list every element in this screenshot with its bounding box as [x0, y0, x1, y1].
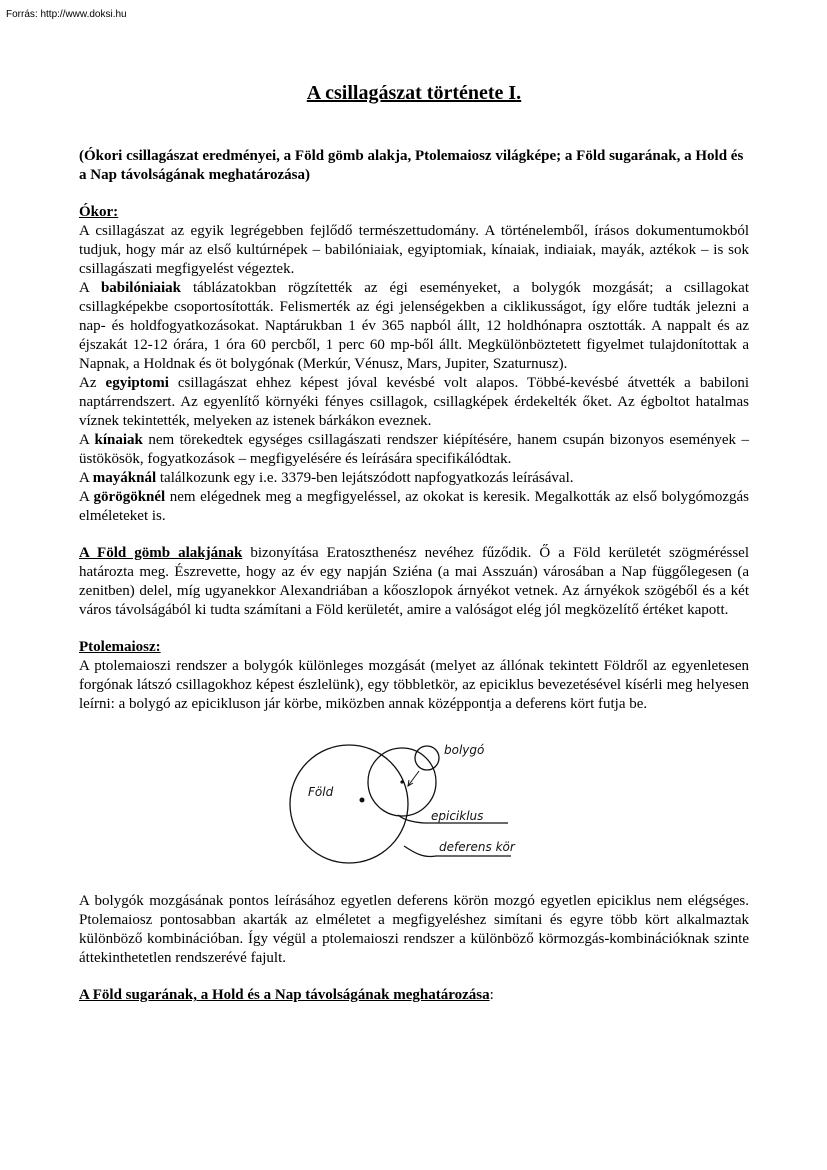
paragraph-intro: A csillagászat az egyik legrégebben fejlődő természettudomány. A történelemből, írásos dokumentumokból tudjuk, hogy már az első kultúrnépek – babilóniaiak, egyiptomiak, kínaiak, indiaiak, mayák, aztékok – is sok csillagászati megfigyelést végeztek. — [79, 223, 749, 277]
subtitle: (Ókori csillagászat eredményei, a Föld gömb alakja, Ptolemaiosz világképe; a Föld sugarának, a Hold és a Nap távolságának meghatározása) — [79, 148, 744, 183]
term-babilon: babilóniaiak — [100, 280, 181, 296]
page-title: A csillagászat története I. — [306, 82, 522, 104]
term-kinaiak: kínaiak — [94, 432, 143, 448]
epicycle-diagram-svg — [284, 726, 544, 886]
section-ptolemaiosz — [79, 638, 749, 968]
section-heading-sugar: A Föld sugarának, a Hold és a Nap távolságának meghatározása — [79, 987, 490, 1003]
section-gomb — [79, 544, 749, 620]
deferens-circle — [290, 745, 408, 863]
paragraph-maya: A mayáknál találkozunk egy i.e. 3379-ben lejátszódott napfogyatkozás leírásával. — [79, 470, 574, 486]
section-heading-gomb: A Föld gömb alakjának — [79, 545, 243, 561]
section-heading-okor: Ókor: — [79, 204, 119, 220]
section-sugar — [79, 986, 749, 1005]
label-deferens: deferens kör — [439, 840, 515, 854]
earth-dot — [360, 798, 365, 803]
planet-circle — [415, 746, 439, 770]
center-dot — [400, 780, 403, 783]
label-epiciklus: epiciklus — [431, 809, 484, 823]
paragraph-ptolemy-1: A ptolemaioszi rendszer a bolygók különleges mozgását (melyet az állónak tekintett Földről az egyenletesen forgónak látszó csillagokhoz képest észlelünk), egy többletkör, az epiciklus bevezetésével kísérli meg helyesen leírni: a bolygó az epicikluson jár körbe, miközben annak középpontja a deferens kört futja be. — [79, 658, 749, 712]
term-gorogok: görögöknél — [93, 489, 166, 505]
paragraph-egypt: Az egyiptomi csillagászat ehhez képest jóval kevésbé volt alapos. Többé-kevésbé átvették a babiloni naptárrendszert. Az egyenlítő környéki fényes csillagok, csillagképek érdekelték őket. Az égboltot hatalmas víznek tekintették, melyeken az istenek bárkákon eveznek. — [79, 375, 749, 429]
label-fold: Föld — [308, 785, 334, 799]
source-note: Forrás: http://www.doksi.hu — [6, 9, 127, 20]
epicycle-diagram — [79, 726, 749, 886]
paragraph-babylon: A babilóniaiak táblázatokban rögzítették az égi eseményeket, a bolygók mozgását; a csillagokat csillagképekbe csoportosították. Felismerték az égi jelenségekben a ciklikusságot, így előre tudták jelezni a nap- és holdfogyatkozásokat. Naptárukban 1 év 365 napból állt, 12 holdhónapra osztották. A nappalt és az éjszakát 12-12 órára, 1 óra 60 percből, 1 perc 60 mp-ből állt. Megkülönböztetett figyelmet tulajdonítottak a Napnak, a Holdnak és öt bolygónak (Merkúr, Vénusz, Mars, Jupiter, Szaturnusz). — [79, 280, 749, 372]
section-heading-ptolemaiosz: Ptolemaiosz: — [79, 639, 161, 655]
term-mayak: mayáknál — [92, 470, 157, 486]
paragraph-greek: A görögöknél nem elégednek meg a megfigyeléssel, az okokat is keresik. Megalkották az első bolygómozgás elméleteket is. — [79, 489, 749, 524]
label-bolygo: bolygó — [444, 743, 485, 757]
paragraph-sugar-heading: A Föld sugarának, a Hold és a Nap távolságának meghatározása: — [79, 987, 494, 1003]
planet-arrow — [408, 771, 419, 786]
paragraph-ptolemy-2: A bolygók mozgásának pontos leírásához egyetlen deferens körön mozgó egyetlen epiciklus nem elégséges. Ptolemaiosz pontosabban akarták az elméletet a megfigyeléshez simítani és egyre több kört alkalmaztak különböző kombinációban. Így végül a ptolemaioszi rendszer a különböző körmozgás-kombinációknak szinte áttekinthetetlen rendszerévé fajult. — [79, 893, 749, 966]
section-okor — [79, 203, 749, 526]
paragraph-china: A kínaiak nem törekedtek egységes csillagászati rendszer kiépítésére, hanem csupán bizonyos események – üstökösök, fogyatkozások – megfigyelésére és leírására specifikálódtak. — [79, 432, 750, 467]
document-page — [79, 80, 749, 1005]
term-egyiptomi: egyiptomi — [105, 375, 169, 391]
paragraph-eratosthenes: A Föld gömb alakjának bizonyítása Eratoszthenész nevéhez fűződik. Ő a Föld kerületét szögméréssel határozta meg. Észrevette, hogy az év egy napján Sziéna (a mai Asszuán) városában a Nap függőlegesen (a zenitben) delel, míg ugyanekkor Alexandriában a kőoszlopok árnyékot vetnek. Az árnyékok szögéből és a két város távolságából ki tudta számítani a Föld kerületét, amire a valóságot elég jól megközelítő értéket kapott. — [79, 545, 749, 618]
